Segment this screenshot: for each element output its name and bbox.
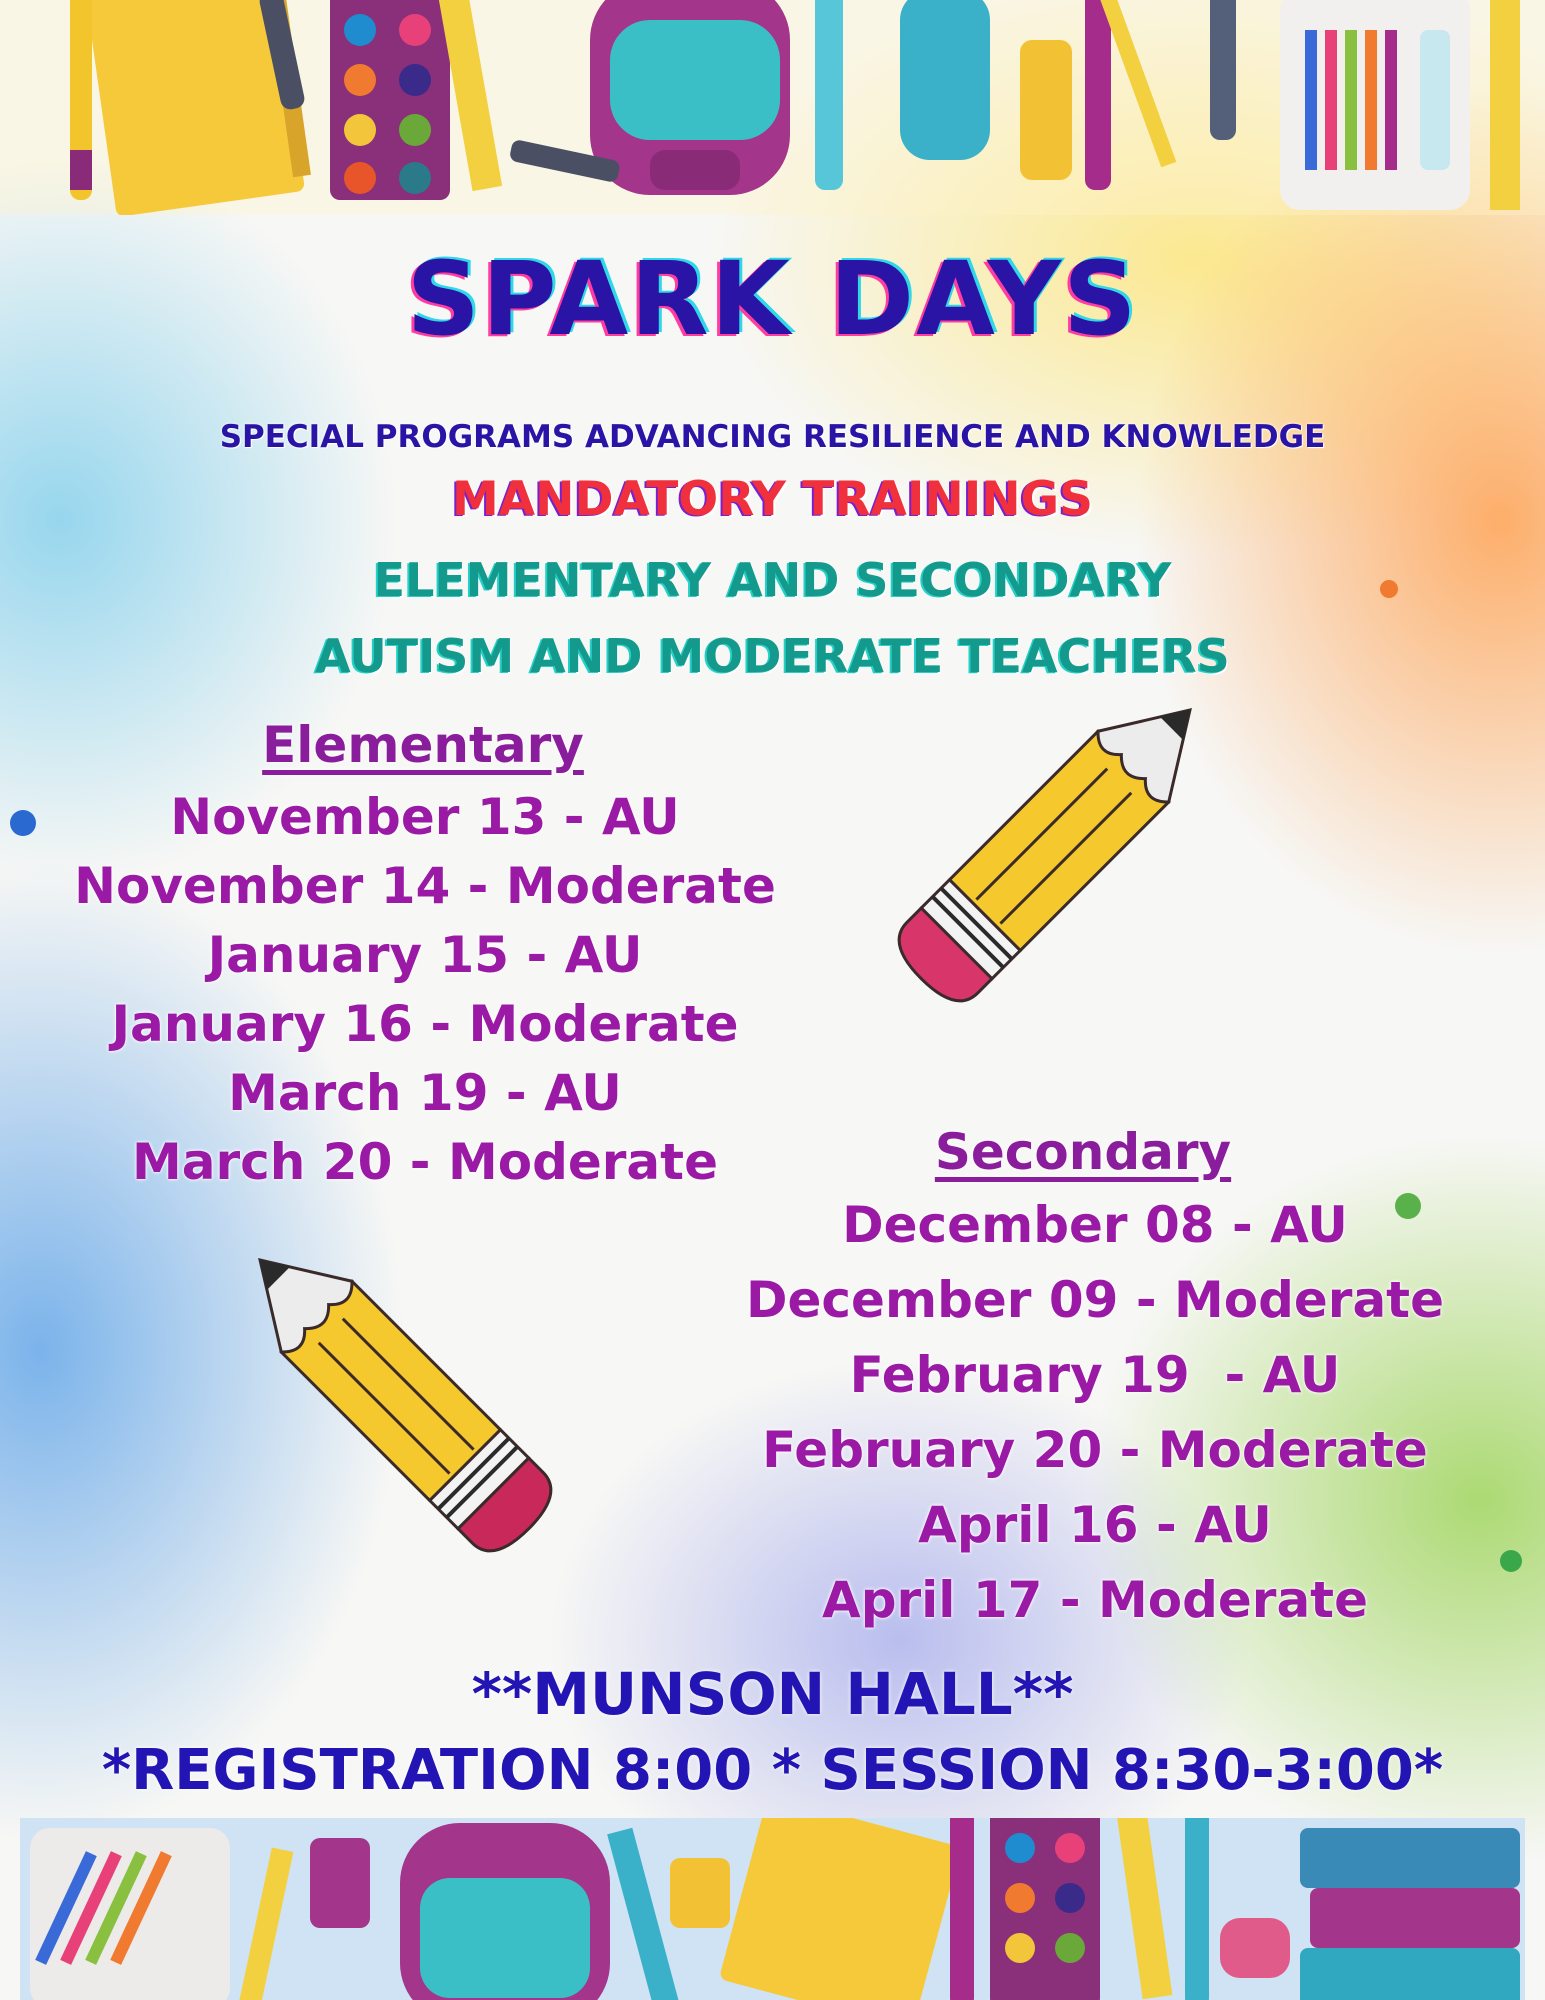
- secondary-date: December 08 - AU: [842, 1196, 1348, 1254]
- audience-line-1: ELEMENTARY AND SECONDARY: [373, 553, 1172, 607]
- elementary-date: November 13 - AU: [170, 788, 680, 846]
- mandatory-trainings-label: MANDATORY TRAININGS: [452, 472, 1093, 527]
- audience-line-2: AUTISM AND MODERATE TEACHERS: [315, 629, 1230, 683]
- pencil-icon: [880, 690, 1210, 1020]
- elementary-date: March 20 - Moderate: [132, 1133, 718, 1191]
- elementary-heading: Elementary: [262, 716, 584, 774]
- secondary-date: February 20 - Moderate: [762, 1421, 1428, 1479]
- pencil-icon: [240, 1240, 570, 1570]
- pencil-case-icon: [1280, 0, 1470, 210]
- elementary-date: January 16 - Moderate: [111, 995, 739, 1053]
- school-supplies-bottom-border: [20, 1818, 1525, 2000]
- backpack-icon: [400, 1823, 610, 2000]
- secondary-date: April 16 - AU: [918, 1496, 1272, 1554]
- registration-session-times: *REGISTRATION 8:00 * SESSION 8:30-3:00*: [101, 1738, 1444, 1803]
- paint-palette-icon: [990, 1818, 1100, 2000]
- elementary-date-list: [30, 783, 820, 1197]
- secondary-heading: Secondary: [934, 1123, 1232, 1181]
- secondary-date: April 17 - Moderate: [822, 1571, 1368, 1629]
- flyer-title: SPARK DAYS: [406, 240, 1139, 359]
- elementary-date: January 15 - AU: [207, 926, 643, 984]
- elementary-date: March 19 - AU: [228, 1064, 622, 1122]
- backpack-icon: [590, 0, 790, 195]
- secondary-date: December 09 - Moderate: [746, 1271, 1444, 1329]
- secondary-date-list: [660, 1188, 1530, 1638]
- secondary-date: February 19 - AU: [849, 1346, 1341, 1404]
- location-label: **MUNSON HALL**: [471, 1660, 1074, 1728]
- elementary-date: November 14 - Moderate: [74, 857, 776, 915]
- notebook-icon: [719, 1818, 961, 2000]
- flyer-subtitle: SPECIAL PROGRAMS ADVANCING RESILIENCE AND KNOWLEDGE: [219, 419, 1326, 455]
- pencil-case-icon: [30, 1828, 230, 2000]
- books-icon: [1300, 1828, 1520, 2000]
- school-supplies-top-border: [0, 0, 1545, 215]
- paint-palette-icon: [330, 0, 450, 200]
